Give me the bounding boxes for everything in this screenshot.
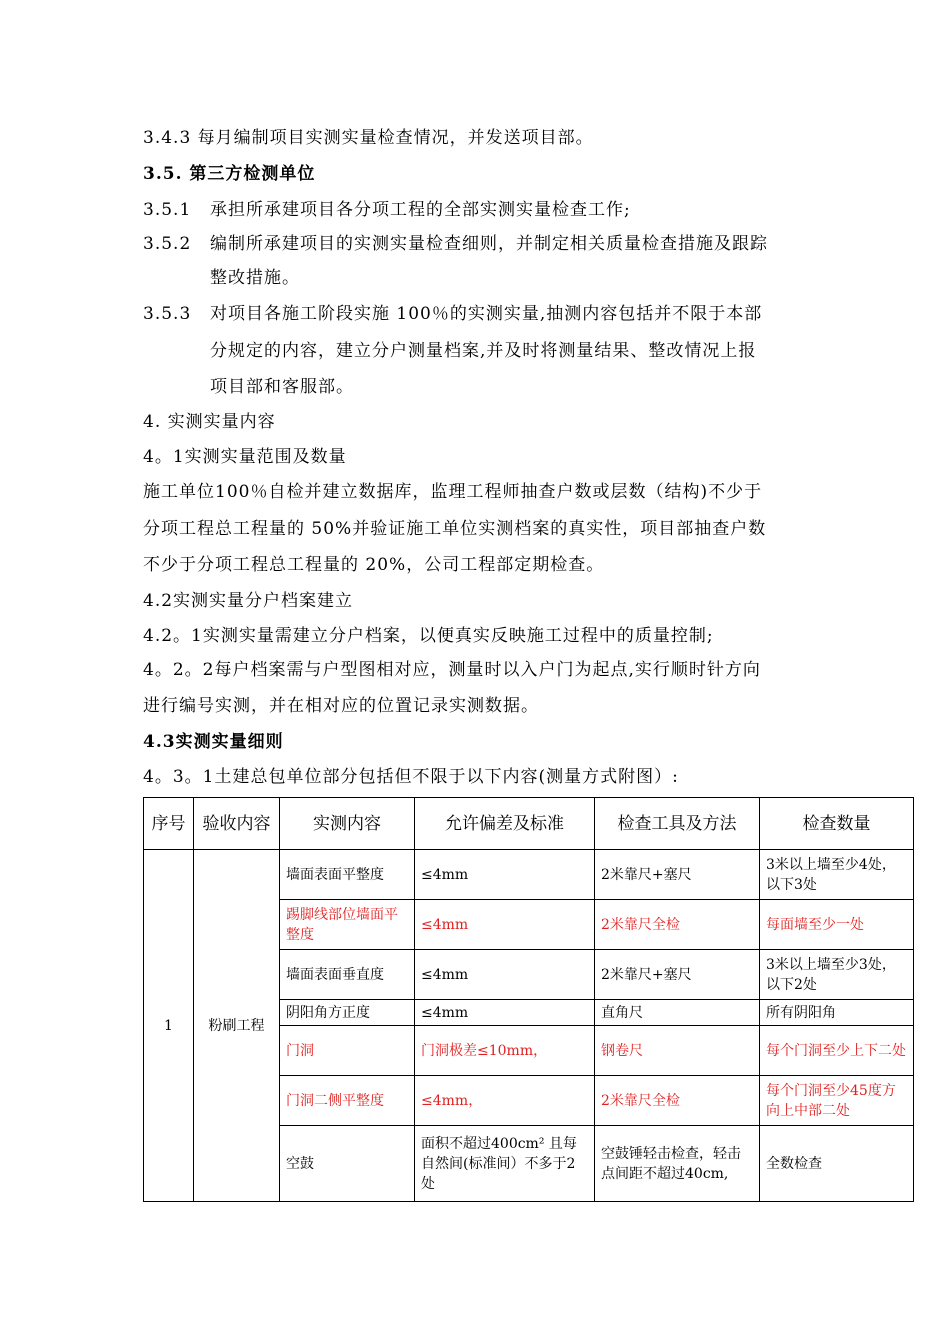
clause-3-5-3-text-line2: 分规定的内容，建立分户测量档案,并及时将测量结果、整改情况上报 [210,341,757,361]
cell-qty: 全数检查 [760,1126,914,1202]
cell-content: 空鼓 [280,1126,415,1202]
clause-3-5-2-number: 3.5.2 [143,234,192,254]
cell-tolerance: 面积不超过400cm² 且每自然间(标准间）不多于2处 [415,1126,595,1202]
section-4-3-heading: 4.3实测实量细则 [143,732,284,752]
cell-tool: 2米靠尺全检 [595,900,760,950]
clause-4-3-1: 4。3。1土建总包单位部分包括但不限于以下内容(测量方式附图）: [143,767,679,787]
clause-3-5-3-number: 3.5.3 [143,304,192,324]
header-tool: 检查工具及方法 [595,798,760,850]
clause-4-2-2-line2: 进行编号实测，并在相对应的位置记录实测数据。 [143,696,539,716]
paragraph-4-1-line1: 施工单位100％自检并建立数据库，监理工程师抽查户数或层数（结构)不少于 [143,482,763,502]
header-content: 实测内容 [280,798,415,850]
clause-3-5-1-text: 承担所承建项目各分项工程的全部实测实量检查工作; [210,200,631,220]
cell-qty: 每面墙至少一处 [760,900,914,950]
cell-tolerance: ≤4mm [415,900,595,950]
cell-tolerance: ≤4mm [415,850,595,900]
cell-tool: 空鼓锤轻击检查，轻击点间距不超过40cm, [595,1126,760,1202]
clause-4-2-1: 4.2。1实测实量需建立分户档案，以便真实反映施工过程中的质量控制; [143,626,714,646]
header-item: 验收内容 [194,798,280,850]
cell-content: 门洞 [280,1026,415,1076]
clause-3-4-3: 3.4.3 每月编制项目实测实量检查情况，并发送项目部。 [143,128,594,148]
clause-3-5-2-text-line1: 编制所承建项目的实测实量检查细则，并制定相关质量检查措施及跟踪 [210,234,768,254]
paragraph-4-1-line2: 分项工程总工程量的 50%并验证施工单位实测档案的真实性，项目部抽查户数 [143,519,767,539]
cell-tolerance: ≤4mm [415,1000,595,1026]
group-name: 粉刷工程 [194,850,280,1202]
cell-content: 门洞二侧平整度 [280,1076,415,1126]
paragraph-4-1-line3: 不少于分项工程总工程量的 20%，公司工程部定期检查。 [143,555,605,575]
section-4-1-heading: 4。1实测实量范围及数量 [143,447,347,467]
cell-content: 阴阳角方正度 [280,1000,415,1026]
cell-tool: 2米靠尺+塞尺 [595,950,760,1000]
clause-3-5-3-text-line3: 项目部和客服部。 [210,377,354,397]
group-number: 1 [144,850,194,1202]
cell-tool: 直角尺 [595,1000,760,1026]
clause-3-5-2-text-line2: 整改措施。 [210,268,300,288]
cell-tool: 2米靠尺+塞尺 [595,850,760,900]
cell-tolerance: ≤4mm [415,950,595,1000]
header-tolerance: 允许偏差及标准 [415,798,595,850]
cell-tool: 钢卷尺 [595,1026,760,1076]
section-4-heading: 4. 实测实量内容 [143,412,276,432]
cell-qty: 每个门洞至少45度方向上中部二处 [760,1076,914,1126]
cell-content: 墙面表面平整度 [280,850,415,900]
cell-tolerance: ≤4mm， [415,1076,595,1126]
table-header-row [144,798,914,850]
cell-qty: 3米以上墙至少3处，以下2处 [760,950,914,1000]
section-3-5-heading: 3.5. 第三方检测单位 [143,164,316,184]
measurement-table [143,797,914,1202]
clause-4-2-2-line1: 4。2。2每户档案需与户型图相对应，测量时以入户门为起点,实行顺时针方向 [143,660,761,680]
header-qty: 检查数量 [760,798,914,850]
cell-tool: 2米靠尺全检 [595,1076,760,1126]
clause-3-5-1-number: 3.5.1 [143,200,192,220]
section-4-2-heading: 4.2实测实量分户档案建立 [143,591,354,611]
header-no: 序号 [144,798,194,850]
cell-qty: 每个门洞至少上下二处 [760,1026,914,1076]
cell-qty: 所有阴阳角 [760,1000,914,1026]
cell-content: 踢脚线部位墙面平整度 [280,900,415,950]
cell-tolerance: 门洞极差≤10mm， [415,1026,595,1076]
clause-3-5-3-text-line1: 对项目各施工阶段实施 100％的实测实量,抽测内容包括并不限于本部 [210,304,763,324]
cell-content: 墙面表面垂直度 [280,950,415,1000]
table-row [144,850,914,900]
cell-qty: 3米以上墙至少4处，以下3处 [760,850,914,900]
